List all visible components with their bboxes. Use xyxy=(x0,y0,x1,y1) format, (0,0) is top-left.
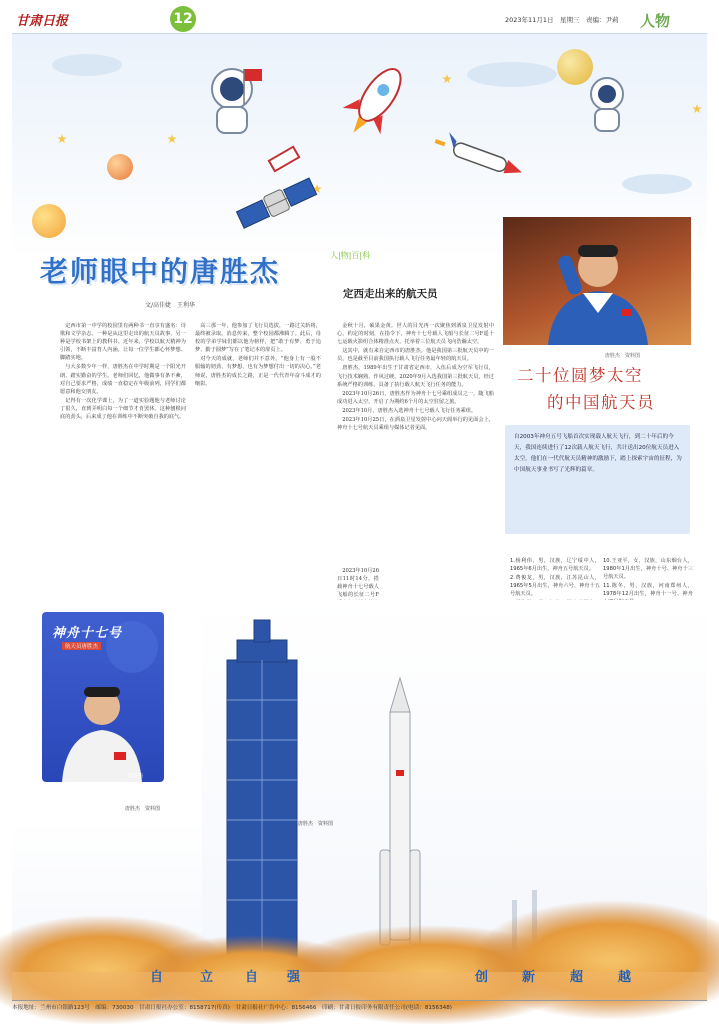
motto-char: 自 xyxy=(150,970,164,985)
motto-char: 新 xyxy=(522,970,536,985)
astronaut-icon xyxy=(182,59,282,139)
paragraph: 与大多数少年一样，唐胜杰在中学时期是一个阳光开朗、踏实勤奋的学生。老师们回忆，他做事有条不紊，对自己要求严格，成绩一直稳定在年级前列，同学们都愿意和他交朋友。 xyxy=(60,364,186,395)
paragraph: 这其中，就有来自定西市的唐胜杰。他是我国第三批航天员中的一员，也是截至目前我国执行载人飞行任务最年轻的航天员。 xyxy=(337,348,494,363)
photo-caption: 唐胜杰 资料图 xyxy=(605,353,641,359)
timeline-item: 2023年10月，唐胜杰入选神舟十七号载人飞行任务乘组。 xyxy=(342,407,477,414)
column-tag: 人|物|百|科 xyxy=(330,251,371,260)
paragraph: 记得有一次化学课上，为了一道实验题他与老师讨论了很久，直到弄明白每一个细节才肯罢休。这种刨根问底的劲头，后来成了他在训练中不断突破自我的底气。 xyxy=(60,397,186,421)
paragraph: 定西市第一中学的校园里有两种书一直享有盛名：诗歌和文学杂志。一种是从这里走出的航天员故事，另一种是学校书架上的教科书。近年来，学校以航天精神为引领，不断丰富育人内涵，让每一位学生都心怀梦想、脚踏实地。 xyxy=(60,323,186,362)
paragraph: 高三那一年，他参加了飞行员选拔，一路过关斩将，最终被录取。消息传来，整个校园都沸腾了。此后，母校的学弟学妹们都以他为榜样，把“敢于有梦、勇于追梦、勤于圆梦”写在了笔记本的扉页上。 xyxy=(195,323,321,354)
byline: 文/高佳婕 王利华 xyxy=(145,302,196,309)
paragraph: 2023年10月26日，唐胜杰作为神舟十七号乘组成员之一，随飞船成功进入太空，开启了为期约6个月的太空驻留之旅。 xyxy=(337,390,494,405)
motto-char: 超 xyxy=(570,970,584,985)
motto-char: 创 xyxy=(475,970,489,985)
article-subtitle: 定西走出来的航天员 xyxy=(343,288,438,300)
motto-char: 越 xyxy=(618,970,632,985)
astronaut-figure xyxy=(503,217,691,345)
cloud-shape xyxy=(52,54,122,76)
motto-char: 自 xyxy=(245,970,259,985)
photo-caption: 唐胜杰 资料图 xyxy=(125,806,161,812)
feature-title-line1: 二十位圆梦太空 xyxy=(517,366,643,385)
motto-char: 强 xyxy=(287,970,301,985)
star-icon xyxy=(57,134,67,144)
paragraph: 金秋十月，硕果金黄。世人的目光再一次聚焦到酒泉卫星发射中心。约定的时刻，在指令下，神舟十七号载人飞船与长征二号F遥十七运载火箭组合体精准点火，托举着三位航天员飞向浩瀚太空。 xyxy=(337,323,494,346)
planet-icon xyxy=(32,204,66,238)
newspaper-logo: 甘肃日报 xyxy=(16,14,69,29)
poster-name: 唐胜杰 xyxy=(128,773,144,779)
feature-title-line2: 的中国航天员 xyxy=(547,393,655,412)
motto-char: 立 xyxy=(200,970,214,985)
rocket-icon xyxy=(432,129,532,189)
article-title: 老师眼中的唐胜杰 xyxy=(40,255,281,288)
star-icon xyxy=(167,134,177,144)
article-column xyxy=(195,322,321,587)
star-icon xyxy=(692,104,702,114)
astronaut-salute-photo xyxy=(503,217,691,345)
timeline-item: 2023年10月26日11时14分，搭载神舟十七号载人飞船的长征二号F xyxy=(337,568,379,599)
satellite-icon xyxy=(232,174,322,234)
star-icon xyxy=(442,74,452,84)
poster-title: 神舟十七号 xyxy=(52,626,123,641)
footer-rule xyxy=(12,1000,707,1001)
page-number-badge: 12 xyxy=(170,6,196,32)
photo-caption: 唐胜杰 资料图 xyxy=(298,821,334,827)
article-column xyxy=(60,322,186,587)
planet-icon xyxy=(107,154,133,180)
cloud-shape xyxy=(467,62,557,87)
satellite-icon xyxy=(264,139,304,179)
list-item: 10.王亚平，女，汉族，山东烟台人，1980年1月出生，神舟十号、神舟十三号航天员。 xyxy=(603,558,693,581)
poster-subtitle: 航天员唐胜杰 xyxy=(62,642,101,650)
rocket-icon xyxy=(332,54,422,144)
timeline-item: 2023年10月25日，在酒泉卫星发射中心问天阁举行的见面会上，神舟十七号航天员乘组与媒体记者见面。 xyxy=(337,417,494,432)
section-name: 人物 xyxy=(640,12,671,30)
list-item: 2.费俊龙，男，汉族，江苏昆山人，1965年5月出生，神舟六号、神舟十五号航天员。 xyxy=(510,575,600,598)
list-item: 11.陈冬，男，汉族，河南郑州人，1978年12月出生，神舟十一号、神舟 xyxy=(603,583,693,598)
astronaut-icon xyxy=(567,64,647,144)
footer-text: 本报地址：兰州市白银路123号 邮编：730030 甘肃日报社办公室：8158717(传真) 甘肃日报社广告中心：8156466 印刷：甘肃日报印务有限责任公司(电话：8156348) xyxy=(12,1005,452,1011)
intro-text: 自2003年神舟五号飞船首次实现载人航天飞行，到二十年后的今天，我国连续进行了12次载人航天飞行，共计送出20位航天员进入太空。他们在一代代航天员精神的激励下，踏上探索宇宙的征程，为中国航天事业书写了光辉的篇章。 xyxy=(514,434,682,473)
paragraph: 对今天的成就，老师们并不意外。“他身上有一股不服输的韧劲，有梦想，也有为梦想付出一切的决心。”老师说，唐胜杰的成长之路，正是一代代青年奋斗成才的缩影。 xyxy=(195,356,321,387)
paragraph: 唐胜杰，1989年出生于甘肃省定西市，入伍后成为空军飞行员，飞行技术娴熟，作风过硬。2020年9月入选我国第三批航天员，经过系统严格的训练，具备了执行载人航天飞行任务的能力。 xyxy=(337,365,494,388)
date-line: 2023年11月1日 星期三 责编：尹莉 xyxy=(505,16,619,24)
cloud-shape xyxy=(622,174,692,194)
article-column xyxy=(337,322,494,564)
list-item: 1.杨利伟，男，汉族，辽宁绥中人，1965年6月出生，神舟五号航天员。 xyxy=(510,558,600,573)
